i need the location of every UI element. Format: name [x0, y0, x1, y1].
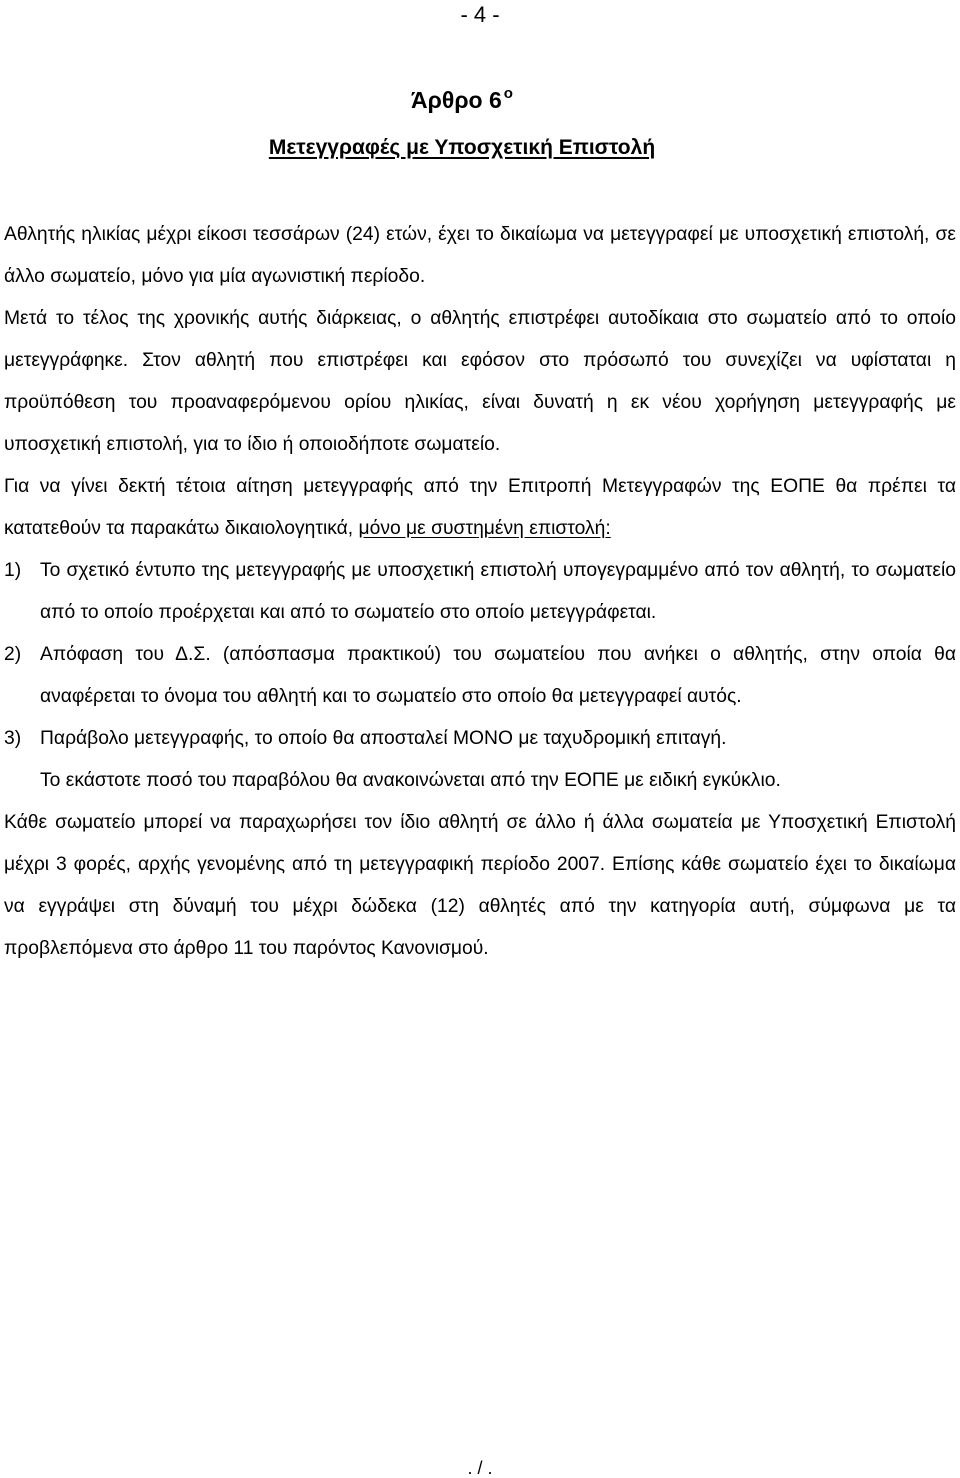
paragraph-3-start: Για να γίνει δεκτή τέτοια αίτηση μετεγγραφής από την Επιτροπή Μετεγγραφών της ΕΟΠΕ θα πρέπει τα κατατεθούν τα παρακάτω δικαιολογητικά,: [4, 476, 956, 539]
list-item-text: [40, 718, 956, 802]
paragraph-2: Μετά το τέλος της χρονικής αυτής διάρκειας, ο αθλητής επιστρέφει αυτοδίκαια στο σωματείο από το οποίο μετεγγράφηκε. Στον αθλητή που επιστρέφει και εφόσον στο πρόσωπό του συνεχίζει να υφίσταται η προϋπόθεση του προαναφερόμενου ορίου ηλικίας, είναι δυνατή η εκ νέου χορήγηση μετεγγραφής με υποσχετική επιστολή, για το ίδιο ή οποιοδήποτε σωματείο.: [4, 308, 956, 455]
continuation-mark: . / .: [467, 1458, 493, 1478]
paragraph-1: Αθλητής ηλικίας μέχρι είκοσι τεσσάρων (24) ετών, έχει το δικαίωμα να μετεγγραφεί με υποσχετική επιστολή, σε άλλο σωματείο, μόνο για μία αγωνιστική περίοδο.: [4, 224, 956, 287]
paragraph-3-underlined: μόνο με συστημένη επιστολή: [358, 518, 606, 539]
paragraph-4: Κάθε σωματείο μπορεί να παραχωρήσει τον ίδιο αθλητή σε άλλο ή άλλα σωματεία με Υποσχετική Επιστολή μέχρι 3 φορές, αρχής γενομένης από τη μετεγγραφική περίοδο 2007. Επίσης κάθε σωματείο έχει το δικαίωμα να εγγράψει στη δύναμή του μέχρι δώδεκα (12) αθλητές από την κατηγορία αυτή, σύμφωνα με τα προβλεπόμενα στο άρθρο 11 του παρόντος Κανονισμού.: [4, 812, 956, 959]
list-item-1: [4, 550, 956, 634]
list-item-3-line-1: Παράβολο μετεγγραφής, το οποίο θα αποσταλεί ΜΟΝΟ με ταχυδρομική επιταγή.: [40, 728, 727, 749]
list-item-3-line-2: Το εκάστοτε ποσό του παραβόλου θα ανακοινώνεται από την ΕΟΠΕ με ειδική εγκύκλιο.: [40, 770, 781, 791]
list-item-text: Το σχετικό έντυπο της μετεγγραφής με υποσχετική επιστολή υπογεγραμμένο από τον αθλητή, το σωματείο από το οποίο προέρχεται και από το σωματείο στο οποίο μετεγγράφεται.: [40, 560, 956, 623]
list-item-number: 3): [4, 728, 22, 749]
paragraph-3-end: :: [605, 518, 611, 539]
article-title-superscript: ο: [503, 85, 513, 102]
article-title: [0, 84, 924, 116]
list-item-3: [4, 718, 956, 802]
article-subtitle-text: Μετεγγραφές με Υποσχετική Επιστολή: [268, 136, 656, 159]
list-item-2: [4, 634, 956, 718]
page-number: - 4 -: [460, 2, 500, 27]
article-title-text: Άρθρο 6: [411, 87, 502, 113]
article-body: [4, 214, 956, 970]
list-item-text: Απόφαση του Δ.Σ. (απόσπασμα πρακτικού) του σωματείου που ανήκει ο αθλητής, στην οποία θα αναφέρεται το όνομα του αθλητή και το σωματείο στο οποίο θα μετεγγραφεί αυτός.: [40, 644, 956, 707]
list-item-number: 2): [4, 644, 22, 665]
list-item-number: 1): [4, 560, 22, 581]
article-subtitle: [0, 134, 924, 162]
paragraph-3: [4, 466, 956, 550]
